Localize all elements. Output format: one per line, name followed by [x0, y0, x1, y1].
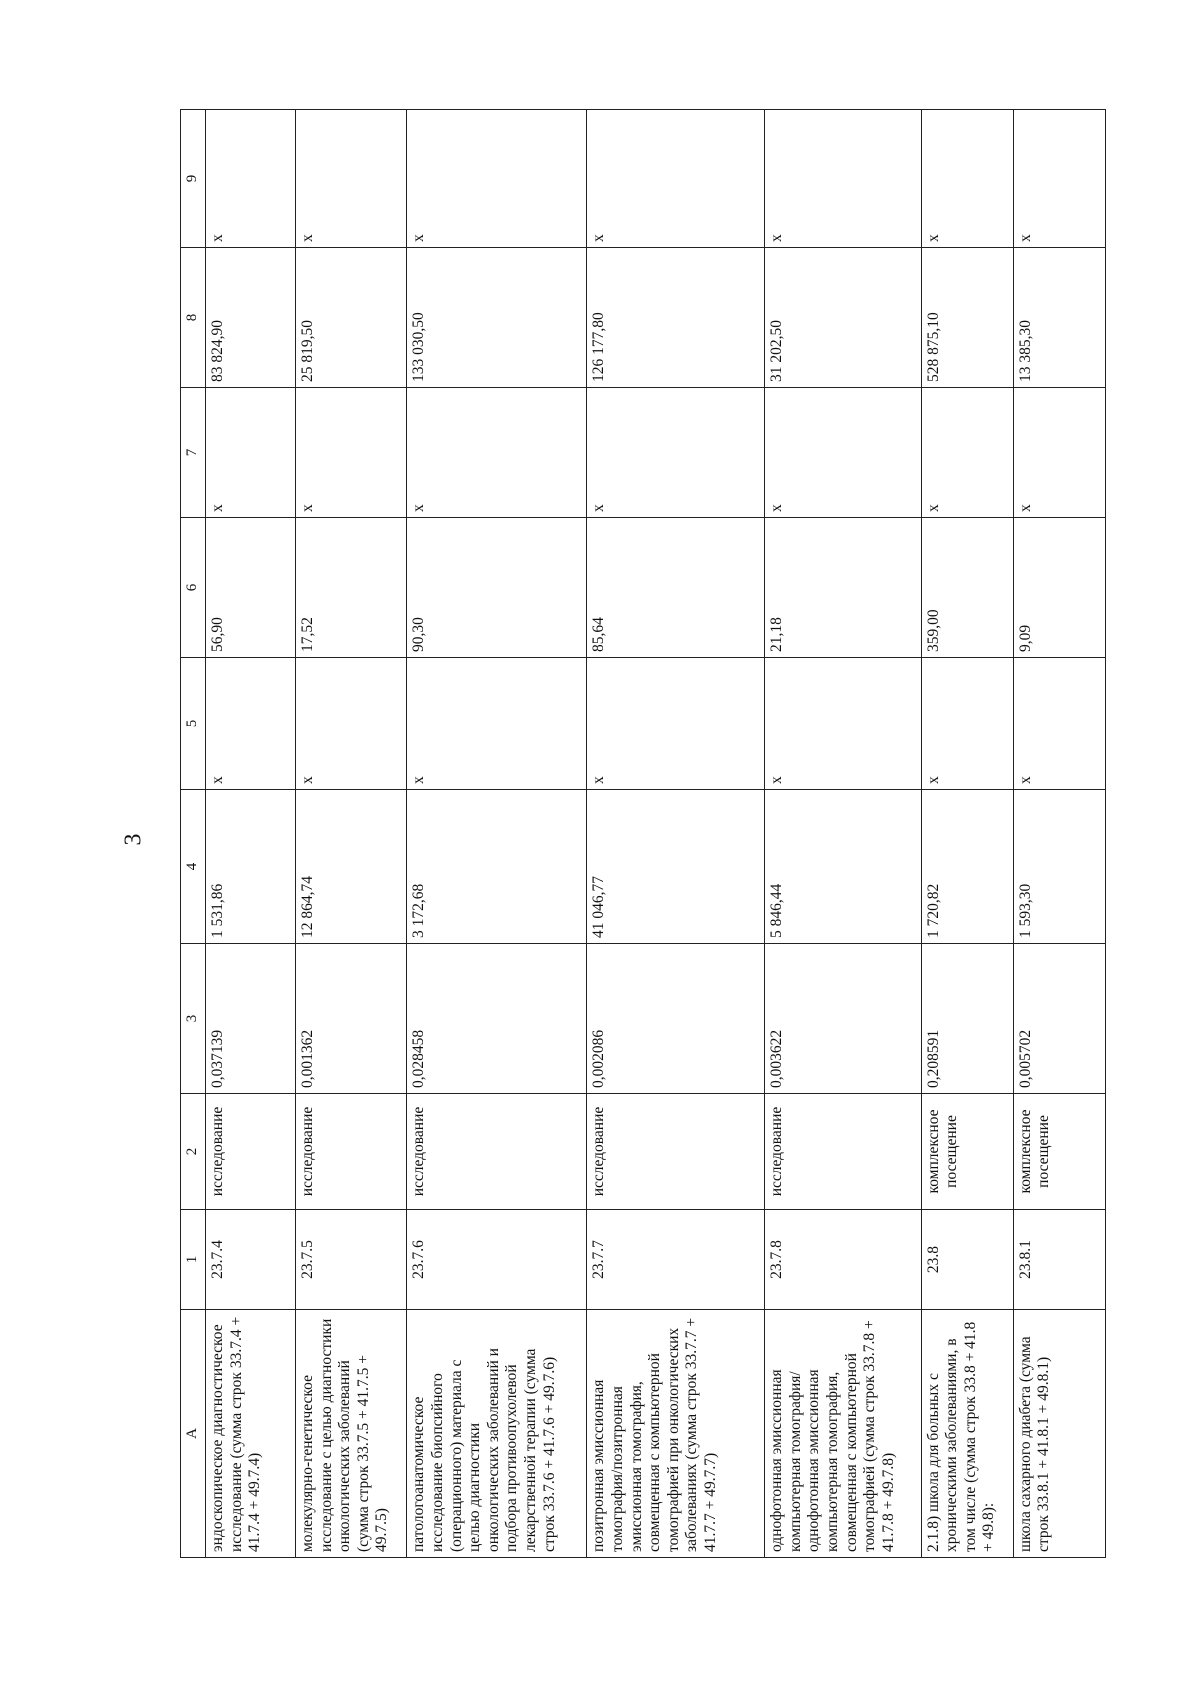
row-col5: х [921, 658, 1013, 790]
header-cell: 6 [181, 518, 206, 658]
row-col7: х [587, 388, 765, 518]
row-col3: 0,005702 [1013, 944, 1105, 1094]
row-col4: 1 593,30 [1013, 790, 1105, 944]
row-col9: х [296, 110, 407, 248]
row-col3: 0,001362 [296, 944, 407, 1094]
row-unit: комплексное посещение [921, 1094, 1013, 1210]
row-col4: 12 864,74 [296, 790, 407, 944]
row-col9: х [765, 110, 921, 248]
header-cell: 3 [181, 944, 206, 1094]
row-col4: 41 046,77 [587, 790, 765, 944]
row-col3: 0,028458 [407, 944, 587, 1094]
header-cell: 9 [181, 110, 206, 248]
row-name: эндоскопическое диагностическое исследование (сумма строк 33.7.4 + 41.7.4 + 49.7.4) [206, 1310, 296, 1558]
row-col8: 133 030,50 [407, 248, 587, 388]
row-code: 23.7.6 [407, 1210, 587, 1310]
row-col5: х [765, 658, 921, 790]
row-col6: 90,30 [407, 518, 587, 658]
row-col5: х [206, 658, 296, 790]
row-col9: х [1013, 110, 1105, 248]
row-col7: х [1013, 388, 1105, 518]
row-col5: х [407, 658, 587, 790]
row-col8: 126 177,80 [587, 248, 765, 388]
row-unit: комплексное посещение [1013, 1094, 1105, 1210]
row-col5: х [587, 658, 765, 790]
row-col7: х [921, 388, 1013, 518]
table-row [296, 110, 407, 1558]
table-row [921, 110, 1013, 1558]
row-code: 23.8.1 [1013, 1210, 1105, 1310]
row-name: школа сахарного диабета (сумма строк 33.8.1 + 41.8.1 + 49.8.1) [1013, 1310, 1105, 1558]
row-col3: 0,208591 [921, 944, 1013, 1094]
row-unit: исследование [765, 1094, 921, 1210]
row-col6: 359,00 [921, 518, 1013, 658]
row-name: однофотонная эмиссионная компьютерная томография/ однофотонная эмиссионная компьютерная томография, совмещенная с компьютерной томографией (сумма строк 33.7.8 + 41.7.8 + 49.7.8) [765, 1310, 921, 1558]
row-col7: х [296, 388, 407, 518]
row-col6: 85,64 [587, 518, 765, 658]
row-name: патологоанатомическое исследование биопсийного (операционного) материала с целью диагностики онкологических заболеваний и подбора противоопухолевой лекарственной терапии (сумма строк 33.7.6 + 41.7.6 + 49.7.6) [407, 1310, 587, 1558]
row-col5: х [1013, 658, 1105, 790]
row-col7: х [765, 388, 921, 518]
row-col8: 25 819,50 [296, 248, 407, 388]
header-cell: A [181, 1310, 206, 1558]
table-row [1013, 110, 1105, 1558]
page-number: 3 [120, 833, 147, 846]
row-col4: 1 531,86 [206, 790, 296, 944]
header-cell: 5 [181, 658, 206, 790]
row-unit: исследование [296, 1094, 407, 1210]
row-col6: 17,52 [296, 518, 407, 658]
table-row [407, 110, 587, 1558]
row-col9: х [921, 110, 1013, 248]
row-col8: 528 875,10 [921, 248, 1013, 388]
row-col9: х [407, 110, 587, 248]
row-col3: 0,002086 [587, 944, 765, 1094]
row-col6: 21,18 [765, 518, 921, 658]
row-unit: исследование [587, 1094, 765, 1210]
row-col4: 1 720,82 [921, 790, 1013, 944]
row-col8: 83 824,90 [206, 248, 296, 388]
row-code: 23.8 [921, 1210, 1013, 1310]
header-cell: 7 [181, 388, 206, 518]
header-row [181, 110, 206, 1558]
row-col7: х [407, 388, 587, 518]
row-col6: 56,90 [206, 518, 296, 658]
row-unit: исследование [407, 1094, 587, 1210]
row-code: 23.7.5 [296, 1210, 407, 1310]
row-col3: 0,003622 [765, 944, 921, 1094]
table-container [180, 110, 1106, 1558]
row-name: позитронная эмиссионная томография/позитронная эмиссионная томография, совмещенная с компьютерной томографией при онкологических заболеваниях (сумма строк 33.7.7 + 41.7.7 + 49.7.7) [587, 1310, 765, 1558]
row-col9: х [587, 110, 765, 248]
data-table [180, 109, 1106, 1558]
row-col4: 5 846,44 [765, 790, 921, 944]
table-row [765, 110, 921, 1558]
row-col9: х [206, 110, 296, 248]
row-col3: 0,037139 [206, 944, 296, 1094]
row-name: молекулярно-генетическое исследование с целью диагностики онкологических заболеваний (сумма строк 33.7.5 + 41.7.5 + 49.7.5) [296, 1310, 407, 1558]
header-cell: 4 [181, 790, 206, 944]
row-col7: х [206, 388, 296, 518]
row-code: 23.7.7 [587, 1210, 765, 1310]
row-code: 23.7.4 [206, 1210, 296, 1310]
row-code: 23.7.8 [765, 1210, 921, 1310]
header-cell: 2 [181, 1094, 206, 1210]
row-col5: х [296, 658, 407, 790]
row-col8: 31 202,50 [765, 248, 921, 388]
table-row [587, 110, 765, 1558]
row-name: 2.1.8) школа для больных с хроническими заболеваниями, в том числе (сумма строк 33.8 + 41.8 + 49.8): [921, 1310, 1013, 1558]
row-col4: 3 172,68 [407, 790, 587, 944]
header-cell: 1 [181, 1210, 206, 1310]
row-unit: исследование [206, 1094, 296, 1210]
table-row [206, 110, 296, 1558]
header-cell: 8 [181, 248, 206, 388]
row-col6: 9,09 [1013, 518, 1105, 658]
row-col8: 13 385,30 [1013, 248, 1105, 388]
